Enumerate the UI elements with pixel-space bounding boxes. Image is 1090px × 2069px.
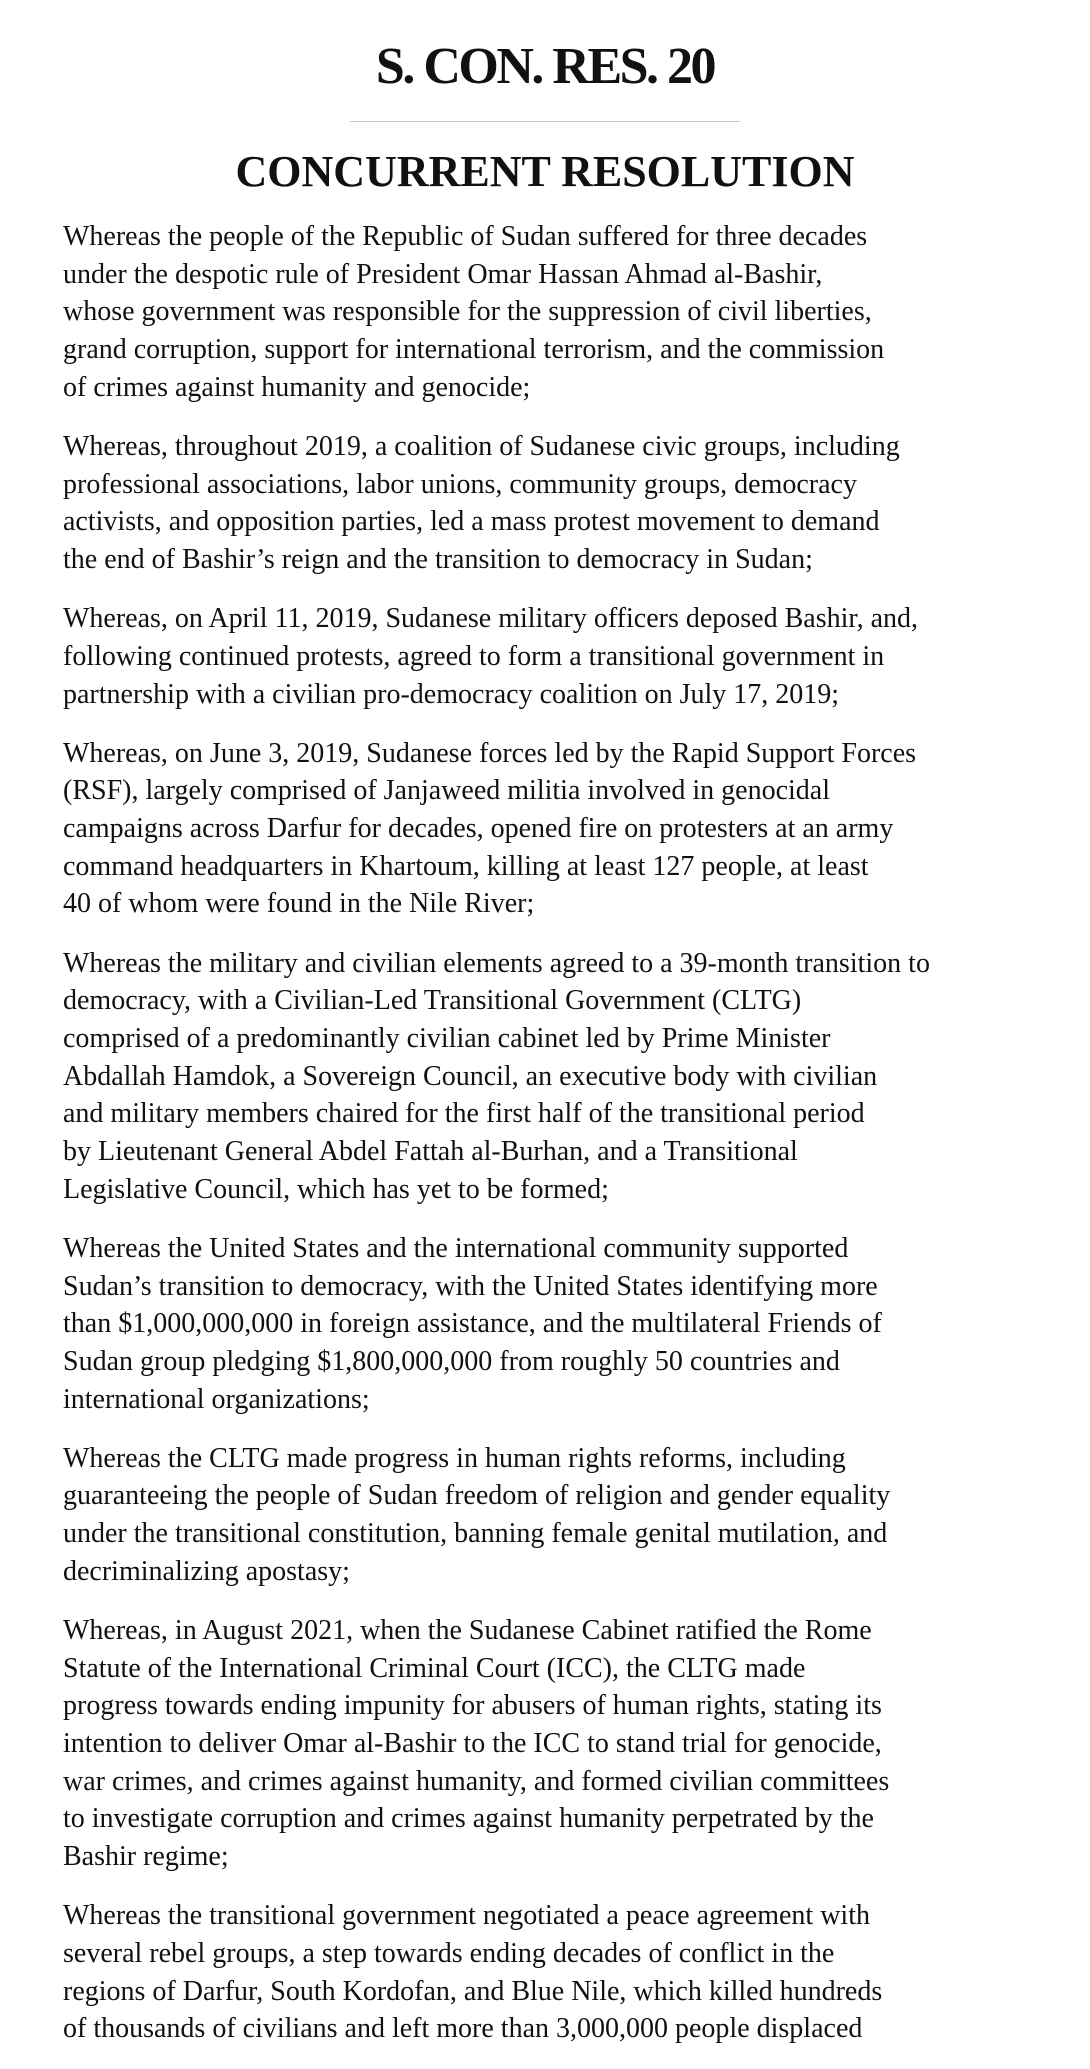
clause-line: Whereas the transitional government negotiated a peace agreement with — [63, 1900, 870, 1932]
clause-line: Whereas the military and civilian elements agreed to a 39-month transition to — [63, 947, 930, 979]
clause-line: Whereas, on June 3, 2019, Sudanese forces led by the Rapid Support Forces — [63, 737, 917, 769]
clause-line: Whereas the United States and the international community supported — [63, 1232, 849, 1264]
clause-line: following continued protests, agreed to form a transitional government in — [63, 640, 885, 672]
clause-line: partnership with a civilian pro-democracy coalition on July 17, 2019; — [63, 678, 840, 710]
whereas-clause-4 — [63, 735, 1038, 924]
clause-line: and military members chaired for the first half of the transitional period — [63, 1098, 865, 1130]
whereas-clause-6 — [63, 1230, 1038, 1419]
clause-line: democracy, with a Civilian-Led Transitional Government (CLTG) — [63, 985, 802, 1017]
clause-line: whose government was responsible for the suppression of civil liberties, — [63, 296, 872, 328]
clause-line: Bashir regime; — [63, 1841, 229, 1873]
clause-line: intention to deliver Omar al-Bashir to the ICC to stand trial for genocide, — [63, 1728, 882, 1760]
clause-line: Abdallah Hamdok, a Sovereign Council, an executive body with civilian — [63, 1060, 878, 1092]
clause-line: (RSF), largely comprised of Janjaweed militia involved in genocidal — [63, 775, 830, 807]
clause-line: decriminalizing apostasy; — [63, 1555, 350, 1587]
clause-line: Whereas the people of the Republic of Sudan suffered for three decades — [63, 221, 868, 252]
clause-line: Whereas, throughout 2019, a coalition of Sudanese civic groups, including — [63, 430, 900, 462]
document-number: S. CON. RES. 20 — [375, 38, 715, 95]
clause-line: Sudan’s transition to democracy, with the United States identifying more — [63, 1270, 878, 1302]
clause-line: Legislative Council, which has yet to be formed; — [63, 1173, 609, 1205]
clause-line: of crimes against humanity and genocide; — [63, 371, 531, 403]
clause-line: guaranteeing the people of Sudan freedom of religion and gender equality — [63, 1480, 891, 1512]
clause-line: command headquarters in Khartoum, killing at least 127 people, at least — [63, 850, 869, 882]
whereas-clause-1 — [63, 218, 1038, 407]
whereas-clause-5 — [63, 945, 1038, 1209]
whereas-clause-9 — [63, 1897, 1038, 2048]
clause-line: activists, and opposition parties, led a mass protest movement to demand — [63, 506, 880, 538]
clause-line: the end of Bashir’s reign and the transition to democracy in Sudan; — [63, 544, 813, 576]
clause-line: Statute of the International Criminal Court (ICC), the CLTG made — [63, 1652, 806, 1684]
whereas-clause-7 — [63, 1440, 1038, 1591]
clause-line: by Lieutenant General Abdel Fattah al-Burhan, and a Transitional — [63, 1136, 798, 1168]
clause-line: professional associations, labor unions, community groups, democracy — [63, 468, 857, 500]
resolution-body — [63, 218, 1038, 2069]
clause-line: international organizations; — [63, 1383, 370, 1415]
clause-line: Whereas, on April 11, 2019, Sudanese military officers deposed Bashir, and, — [63, 603, 919, 635]
clause-line: than $1,000,000,000 in foreign assistance, and the multilateral Friends of — [63, 1308, 882, 1340]
clause-line: progress towards ending impunity for abusers of human rights, stating its — [63, 1690, 882, 1722]
whereas-clause-3 — [63, 600, 1038, 713]
clause-line: Sudan group pledging $1,800,000,000 from roughly 50 countries and — [63, 1345, 840, 1377]
clause-line: 40 of whom were found in the Nile River; — [63, 888, 535, 920]
clause-line: under the despotic rule of President Omar Hassan Ahmad al-Bashir, — [63, 258, 823, 290]
clause-line: regions of Darfur, South Kordofan, and Blue Nile, which killed hundreds — [63, 1975, 883, 2007]
clause-line: under the transitional constitution, banning female genital mutilation, and — [63, 1518, 888, 1550]
clause-line: of thousands of civilians and left more than 3,000,000 people displaced — [63, 2013, 863, 2045]
whereas-clause-2 — [63, 428, 1038, 579]
clause-line: Whereas, in August 2021, when the Sudanese Cabinet ratified the Rome — [63, 1614, 872, 1646]
clause-line: grand corruption, support for international terrorism, and the commission — [63, 334, 885, 366]
clause-line: Whereas the CLTG made progress in human rights reforms, including — [63, 1442, 846, 1474]
title-divider — [350, 121, 740, 122]
document-type-heading: CONCURRENT RESOLUTION — [235, 147, 855, 196]
clause-line: war crimes, and crimes against humanity, and formed civilian committees — [63, 1765, 890, 1797]
clause-line: comprised of a predominantly civilian cabinet led by Prime Minister — [63, 1022, 831, 1054]
clause-line: to investigate corruption and crimes against humanity perpetrated by the — [63, 1803, 874, 1835]
clause-line: several rebel groups, a step towards ending decades of conflict in the — [63, 1937, 835, 1969]
whereas-clause-8 — [63, 1612, 1038, 1876]
clause-line: campaigns across Darfur for decades, opened fire on protesters at an army — [63, 813, 894, 845]
